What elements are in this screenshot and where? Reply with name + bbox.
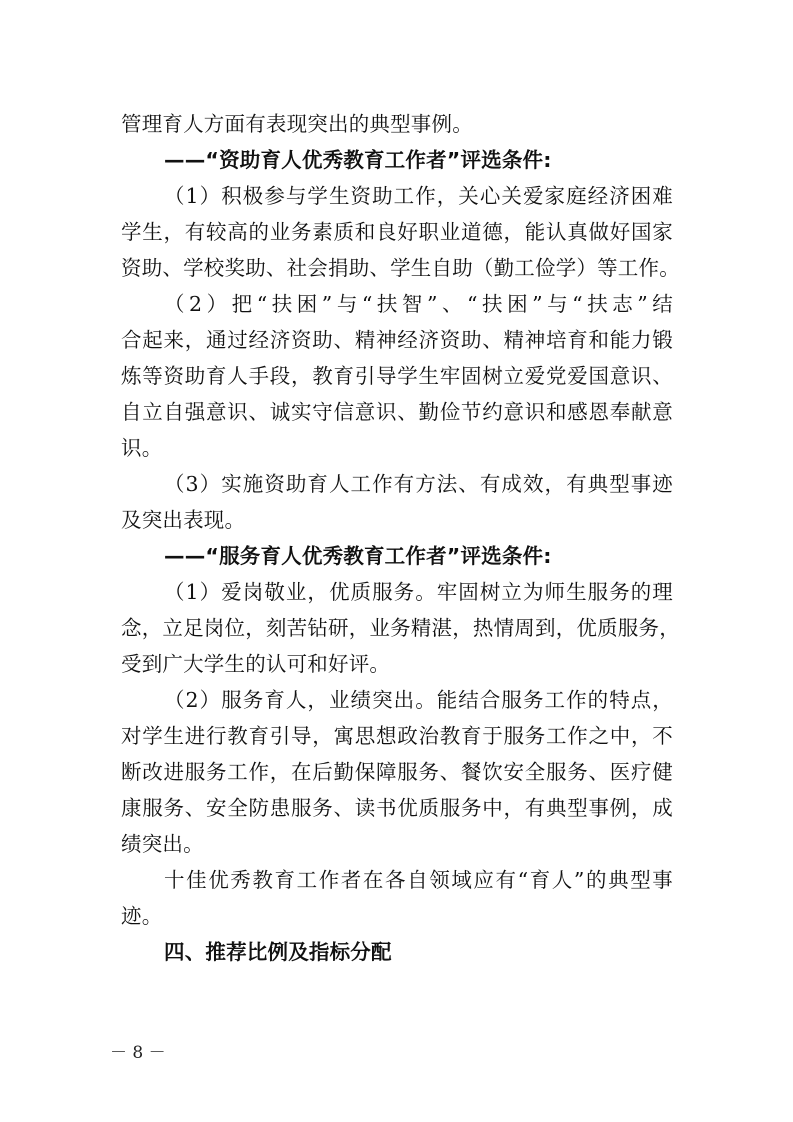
body-text-line: 断改进服务工作，在后勤保障服务、餐饮安全服务、医疗健 bbox=[121, 760, 673, 784]
body-text-line: （2）服务育人，业绩突出。能结合服务工作的特点， bbox=[164, 688, 673, 712]
body-text-line: 资助、学校奖助、社会捐助、学生自助（勤工俭学）等工作。 bbox=[121, 256, 680, 280]
section-heading-service: ——“服务育人优秀教育工作者”评选条件: bbox=[164, 544, 552, 568]
body-text-line: 康服务、安全防患服务、读书优质服务中，有典型事例，成 bbox=[121, 796, 673, 820]
body-text-line: 受到广大学生的认可和好评。 bbox=[121, 652, 391, 676]
body-text-line: （1）爱岗敬业，优质服务。牢固树立为师生服务的理 bbox=[164, 580, 673, 604]
body-text-line: （2）把“扶困”与“扶智”、“扶困”与“扶志”结 bbox=[164, 292, 673, 316]
body-text-line: 及突出表现。 bbox=[121, 508, 246, 532]
body-text-line: （1）积极参与学生资助工作，关心关爱家庭经济困难 bbox=[164, 184, 673, 208]
body-text-line: 识。 bbox=[121, 436, 163, 460]
body-text-line: 念，立足岗位，刻苦钻研，业务精湛，热情周到，优质服务， bbox=[121, 616, 680, 640]
body-text-line: 自立自强意识、诚实守信意识、勤俭节约意识和感恩奉献意 bbox=[121, 400, 673, 424]
body-text-line: 迹。 bbox=[121, 904, 163, 928]
body-text-line: 绩突出。 bbox=[121, 832, 204, 856]
section-heading-funding: ——“资助育人优秀教育工作者”评选条件: bbox=[164, 148, 552, 172]
section-heading-recommendation: 四、推荐比例及指标分配 bbox=[164, 940, 392, 964]
page-number: － 8 － bbox=[110, 1043, 166, 1063]
body-text-line: 对学生进行教育引导，寓思想政治教育于服务工作之中，不 bbox=[121, 724, 673, 748]
body-text-line: 十佳优秀教育工作者在各自领域应有“育人”的典型事 bbox=[164, 868, 673, 892]
body-text-line: （3）实施资助育人工作有方法、有成效，有典型事迹 bbox=[164, 472, 673, 496]
body-text-line: 学生，有较高的业务素质和良好职业道德，能认真做好国家 bbox=[121, 220, 673, 244]
body-text-line: 管理育人方面有表现突出的典型事例。 bbox=[121, 112, 473, 136]
body-text-line: 合起来，通过经济资助、精神经济资助、精神培育和能力锻 bbox=[121, 328, 673, 352]
body-text-line: 炼等资助育人手段，教育引导学生牢固树立爱党爱国意识、 bbox=[121, 364, 673, 388]
